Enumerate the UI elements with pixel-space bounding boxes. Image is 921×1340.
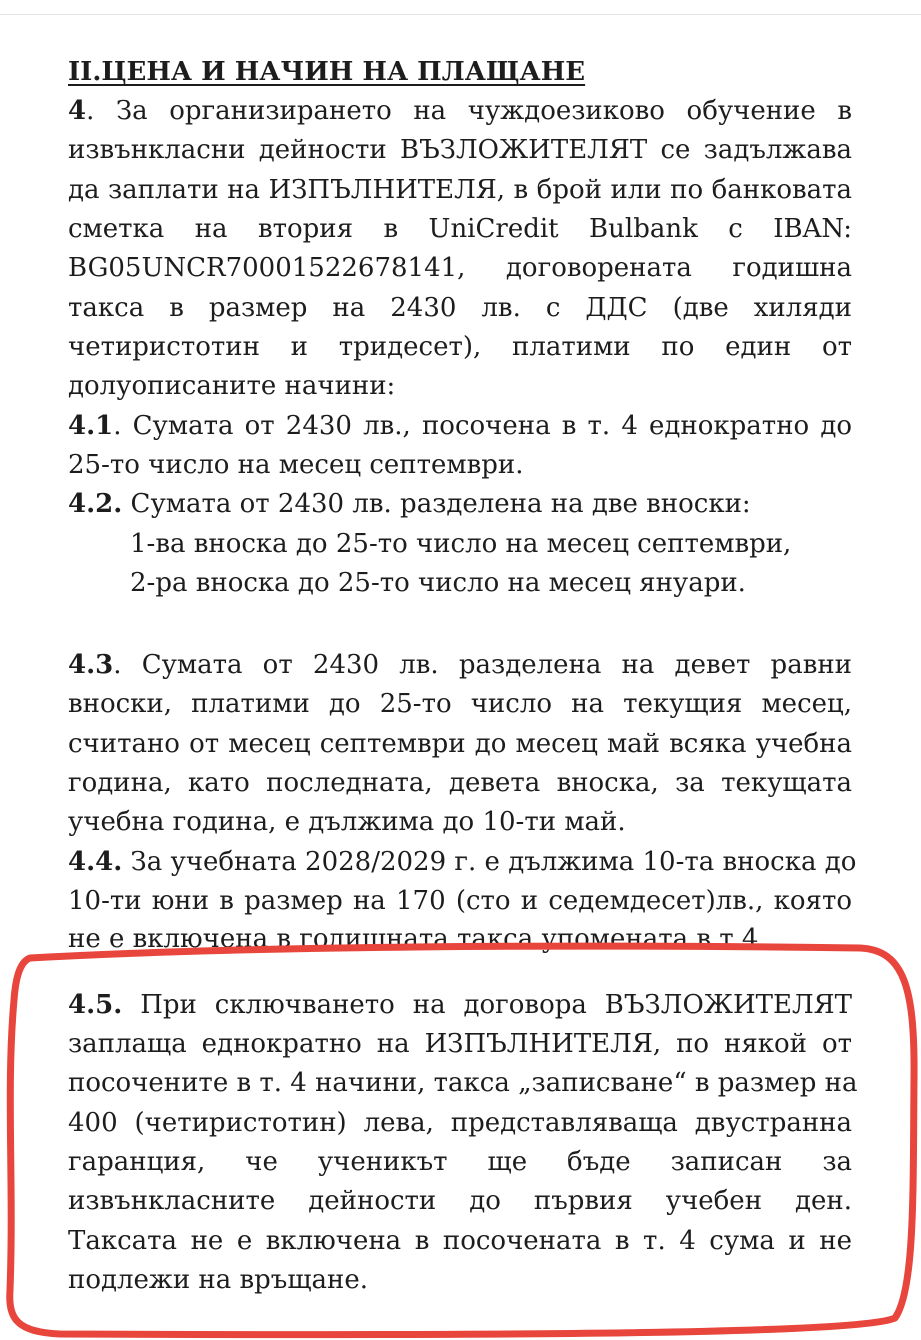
clause-4-4-line: не е включена в годишната такса упомената в т.4 bbox=[68, 924, 759, 954]
clause-4-line: 4. За организирането на чуждоезиково обучение в bbox=[68, 96, 852, 126]
clause-number: 4.2. bbox=[68, 489, 123, 519]
clause-4-3-line: 4.3. Сумата от 2430 лв. разделена на девет равни bbox=[68, 650, 852, 680]
clause-4-5-line: Таксата не е включена в посочената в т. 4 сума и не bbox=[68, 1226, 852, 1256]
clause-4-4-line: 10-ти юни в размер на 170 (сто и седемдесет)лв., която bbox=[68, 886, 852, 916]
clause-number: 4.1 bbox=[68, 411, 114, 441]
section-heading: II.ЦЕНА И НАЧИН НА ПЛАЩАНЕ bbox=[68, 57, 586, 87]
top-divider bbox=[0, 14, 921, 15]
clause-number: 4.5. bbox=[68, 990, 123, 1020]
clause-4-5-line: гаранция, че ученикът ще бъде записан за bbox=[68, 1147, 852, 1177]
clause-4-line: BG05UNCR70001522678141, договорената годишна bbox=[68, 253, 852, 283]
clause-4-2-line: 4.2. Сумата от 2430 лв. разделена на две вноски: bbox=[68, 489, 751, 519]
clause-4-4-clipped-line-wrap bbox=[68, 920, 852, 956]
clause-4-line: да заплати на ИЗПЪЛНИТЕЛЯ, в брой или по банковата bbox=[68, 175, 852, 205]
clause-4-line: четиристотин и тридесет), платими по един от bbox=[68, 332, 852, 362]
clause-4-3-line: година, като последната, девета вноска, за текущата bbox=[68, 768, 852, 798]
clause-4-line: такса в размер на 2430 лв. с ДДС (две хиляди bbox=[68, 293, 852, 323]
clause-number: 4.4. bbox=[68, 847, 123, 877]
clause-4-3-line: учебна година, е дължима до 10-ти май. bbox=[68, 807, 626, 837]
clause-4-line: долуописаните начини: bbox=[68, 371, 396, 401]
clause-4-5-line: подлежи на връщане. bbox=[68, 1265, 368, 1295]
clause-4-3-line: считано от месец септември до месец май всяка учебна bbox=[68, 729, 852, 759]
clause-4-4-line: 4.4. За учебната 2028/2029 г. е дължима 10-та вноска до bbox=[68, 847, 857, 877]
clause-4-5-line: извънкласните дейности до първия учебен ден. bbox=[68, 1186, 852, 1216]
clause-4-line: извънкласни дейности ВЪЗЛОЖИТЕЛЯТ се задължава bbox=[68, 135, 852, 165]
clause-4-5-line: посочените в т. 4 начини, такса „записване“ в размер на bbox=[68, 1068, 858, 1098]
clause-4-5-line: 400 (четиристотин) лева, представляваща двустранна bbox=[68, 1108, 852, 1138]
clause-4-1-line: 25-то число на месец септември. bbox=[68, 450, 524, 480]
clause-4-5-line: 4.5. При сключването на договора ВЪЗЛОЖИТЕЛЯТ bbox=[68, 990, 852, 1020]
clause-4-5-line: заплаща еднократно на ИЗПЪЛНИТЕЛЯ, по някой от bbox=[68, 1029, 852, 1059]
clause-4-1-line: 4.1. Сумата от 2430 лв., посочена в т. 4 еднократно до bbox=[68, 411, 852, 441]
clause-4-2-installment: 2-ра вноска до 25-то число на месец януари. bbox=[130, 568, 746, 598]
clause-4-line: сметка на втория в UniCredit Bulbank с IBAN: bbox=[68, 214, 852, 244]
clause-4-3-line: вноски, платими до 25-то число на текущия месец, bbox=[68, 689, 852, 719]
clause-4-2-installment: 1-ва вноска до 25-то число на месец септември, bbox=[130, 529, 792, 559]
clause-number: 4.3 bbox=[68, 650, 114, 680]
clause-number: 4 bbox=[68, 96, 87, 126]
